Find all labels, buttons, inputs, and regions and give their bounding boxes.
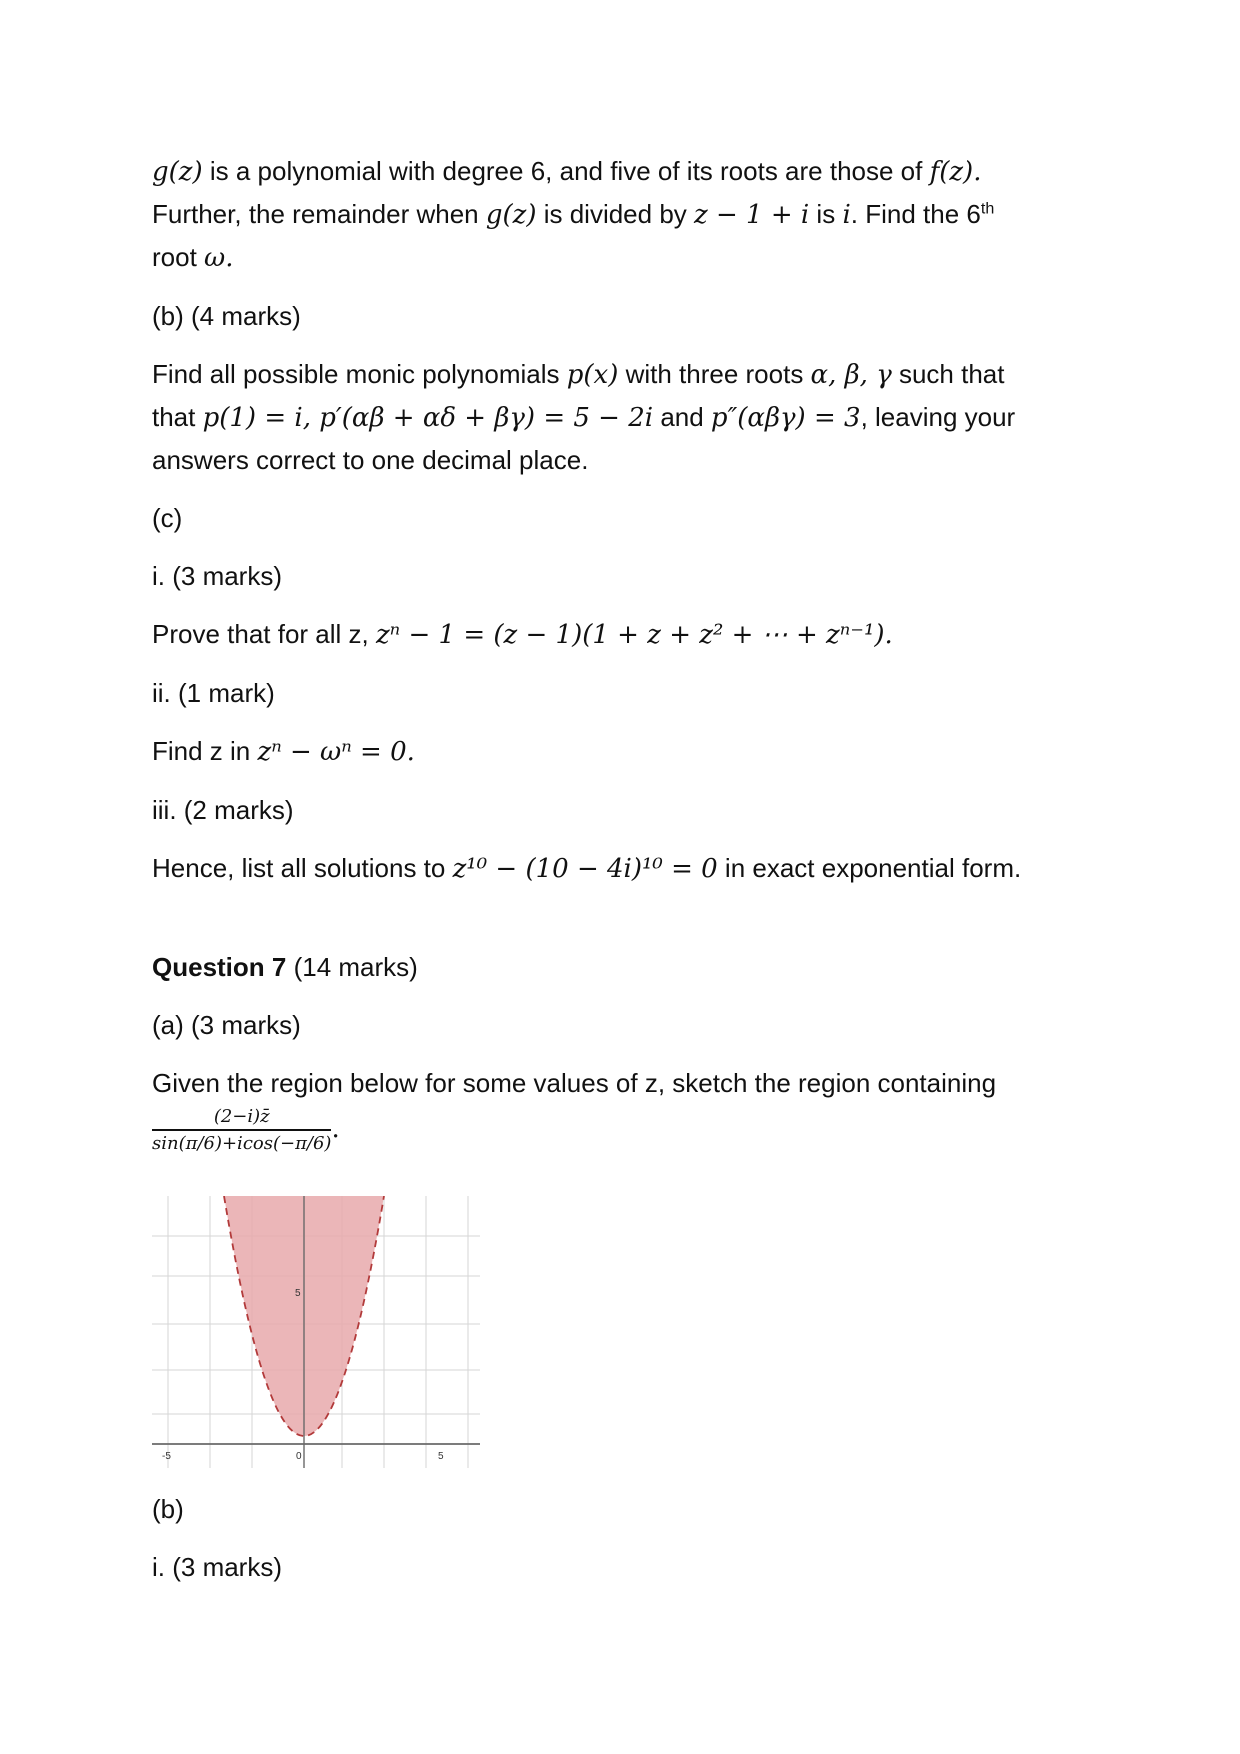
part-heading: (b) (4 marks)	[152, 301, 301, 331]
subpart-heading: i. (3 marks)	[152, 561, 282, 591]
text-line: Further, the remainder when g(z) is divided by z − 1 + i is i. Find the 6th	[152, 199, 995, 230]
text-line: Find z in zⁿ − ωⁿ = 0.	[152, 736, 415, 767]
region-graph	[152, 1196, 482, 1476]
tick-label-x-zero: 0	[296, 1451, 302, 1462]
question-heading: Question 7 (14 marks)	[152, 952, 418, 982]
part-heading: (c)	[152, 503, 183, 533]
tick-label-y-five: 5	[295, 1288, 301, 1299]
fraction-denominator: sin(π/6)+icos(−π/6)	[152, 1133, 332, 1154]
subpart-heading: iii. (2 marks)	[152, 795, 294, 825]
text-line: Prove that for all z, zⁿ − 1 = (z − 1)(1 + z + z² + ⋯ + zⁿ⁻¹).	[152, 619, 893, 650]
text-line: answers correct to one decimal place.	[152, 445, 589, 475]
text-line: g(z) is a polynomial with degree 6, and five of its roots are those of f(z).	[152, 156, 982, 187]
subpart-heading: i. (3 marks)	[152, 1552, 282, 1582]
document-page-bottom	[152, 1488, 1092, 1588]
text-line: Find all possible monic polynomials p(x) with three roots α, β, γ such that	[152, 359, 1005, 390]
text-line: root ω.	[152, 242, 234, 273]
text-line: that p(1) = i, p′(αβ + αδ + βγ) = 5 − 2i and p″(αβγ) = 3, leaving your	[152, 402, 1016, 433]
subpart-heading: ii. (1 mark)	[152, 678, 275, 708]
part-heading: (b)	[152, 1494, 184, 1524]
fraction-expression: $\frac{(2-i)z̄}{\sin(\pi/6)+icos(-\pi/6)}$ .	[152, 1106, 340, 1154]
text-line: Hence, list all solutions to z¹⁰ − (10 − 4i)¹⁰ = 0 in exact exponential form.	[152, 853, 1022, 884]
document-page	[152, 150, 1092, 1154]
tick-label-x-left: -5	[162, 1451, 171, 1462]
tick-label-x-right: 5	[438, 1451, 444, 1462]
fraction-numerator: (2−i)z̄	[152, 1106, 331, 1131]
part-heading: (a) (3 marks)	[152, 1010, 301, 1040]
fraction	[152, 1106, 331, 1154]
text-line: Given the region below for some values of z, sketch the region containing	[152, 1068, 997, 1098]
